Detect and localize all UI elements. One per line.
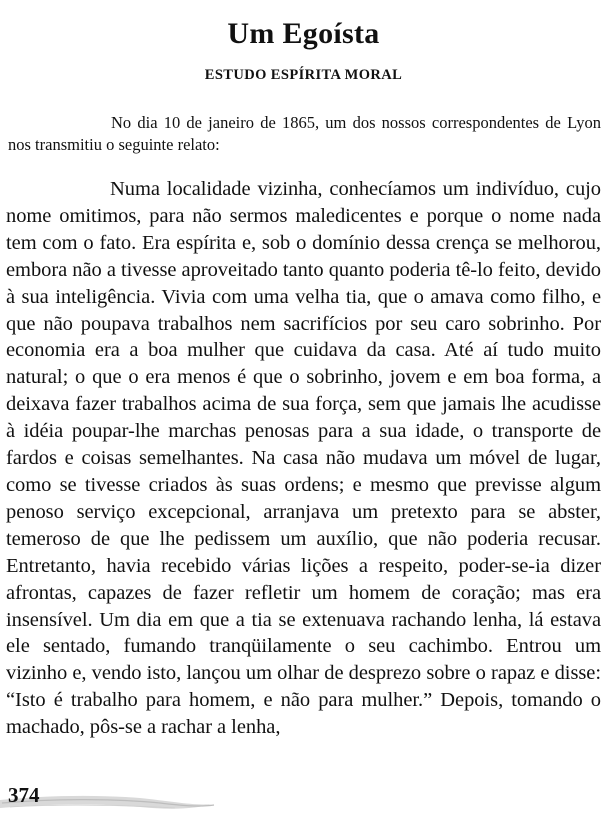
page-title: Um Egoísta	[227, 17, 380, 50]
page-footer	[0, 776, 607, 815]
intro-paragraph: No dia 10 de janeiro de 1865, um dos nossos correspondentes de Lyon nos transmitiu o seguinte relato:	[8, 113, 601, 154]
page-number: 374	[8, 783, 40, 807]
page-subtitle: ESTUDO ESPÍRITA MORAL	[204, 67, 403, 83]
body-paragraph: Numa localidade vizinha, conhecíamos um indivíduo, cujo nome omitimos, para não sermos maledicentes e porque o nome nada tem com o fato. Era espírita e, sob o domínio dessa crença se melhorou, embora não a tivesse aproveitado tanto quanto poderia tê-lo feito, devido à sua inteligência. Vivia com uma velha tia, que o amava como filho, e que não poupava trabalhos nem sacrifícios por seu caro sobrinho. Por economia era a boa mulher que cuidava da casa. Até aí tudo muito natural; o que o era menos é que o sobrinho, jovem e em boa forma, a deixava fazer trabalhos acima de sua força, sem que jamais lhe acudisse à idéia poupar-lhe marchas penosas para a sua idade, o transporte de fardos e coisas semelhantes. Na casa não mudava um móvel de lugar, como se tivesse criados às suas ordens; e mesmo que previsse algum penoso serviço excepcional, arranjava um pretexto para se abster, temeroso de que lhe pedissem um auxílio, que não poderia recusar. Entretanto, havia recebido várias lições a respeito, poder-se-ia dizer afrontas, capazes de fazer refletir um homem de coração; mas era insensível. Um dia em que a tia se extenuava rachando lenha, lá estava ele sentado, fumando tranqüilamente o seu cachimbo. Entrou um vizinho e, vendo isto, lançou um olhar de desprezo sobre o rapaz e disse: “Isto é trabalho para homem, e não para mulher.” Depois, tomando o machado, pôs-se a rachar a lenha,	[6, 178, 601, 739]
